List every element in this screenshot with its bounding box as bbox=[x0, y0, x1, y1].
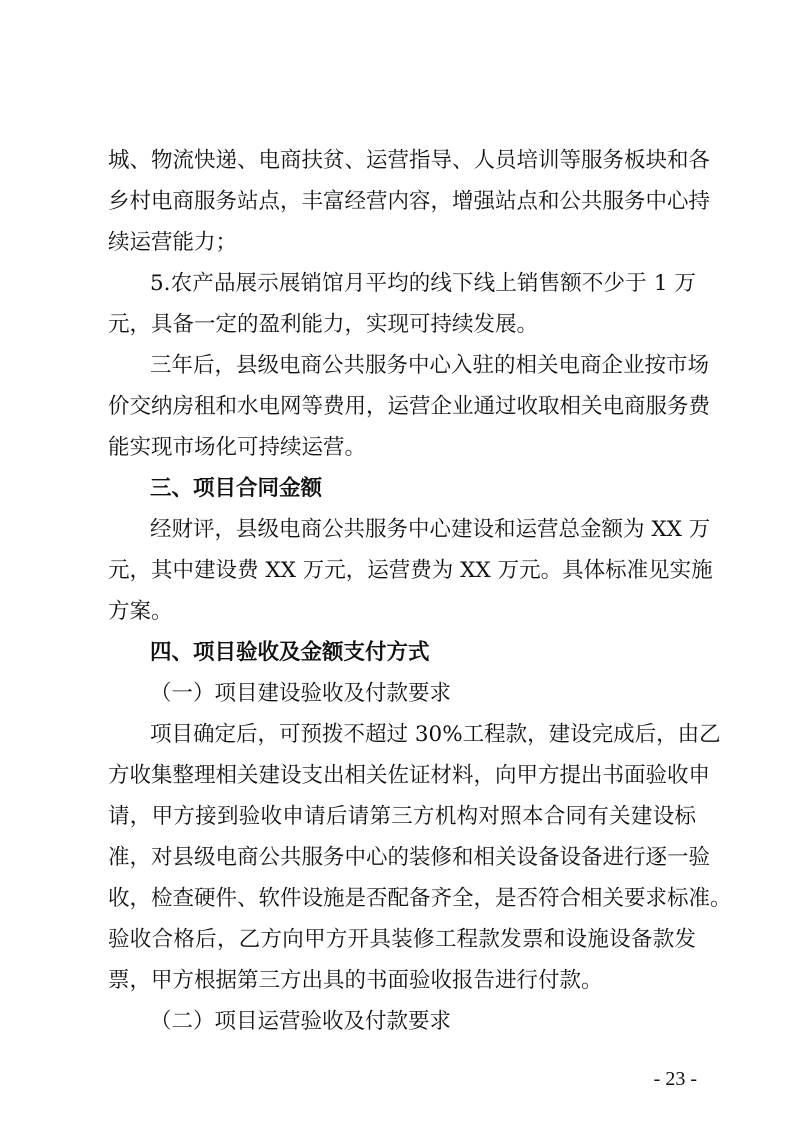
body-line: 收，检查硬件、软件设施是否配备齐全，是否符合相关要求标准。 bbox=[108, 886, 732, 911]
body-line: 准，对县级电商公共服务中心的装修和相关设备设备进行逐一验 bbox=[108, 845, 711, 870]
body-line: 验收合格后，乙方向甲方开具装修工程款发票和设施设备款发 bbox=[108, 927, 696, 952]
body-line: 元，具备一定的盈利能力，实现可持续发展。 bbox=[108, 312, 539, 337]
body-line: 元，其中建设费 XX 万元，运营费为 XX 万元。具体标准见实施 bbox=[108, 558, 713, 583]
body-line: 能实现市场化可持续运营。 bbox=[108, 435, 367, 460]
body-line: 乡村电商服务站点，丰富经营内容，增强站点和公共服务中心持 bbox=[108, 189, 711, 214]
section-heading: 三、项目合同金额 bbox=[150, 476, 323, 501]
body-line: 方收集整理相关建设支出相关佐证材料，向甲方提出书面验收申 bbox=[108, 763, 711, 788]
body-line: 方案。 bbox=[108, 599, 173, 624]
body-line: 价交纳房租和水电网等费用，运营企业通过收取相关电商服务费 bbox=[108, 394, 711, 419]
body-line: 城、物流快递、电商扶贫、运营指导、人员培训等服务板块和各 bbox=[108, 148, 711, 173]
subsection-heading: （一）项目建设验收及付款要求 bbox=[150, 681, 452, 706]
body-line: 项目确定后，可预拨不超过 30%工程款，建设完成后，由乙 bbox=[150, 722, 721, 747]
body-line: 续运营能力； bbox=[108, 230, 238, 255]
page-number: - 23 - bbox=[653, 1068, 697, 1090]
body-line: 三年后，县级电商公共服务中心入驻的相关电商企业按市场 bbox=[150, 353, 710, 378]
body-line: 请，甲方接到验收申请后请第三方机构对照本合同有关建设标 bbox=[108, 804, 696, 829]
body-line: 票，甲方根据第三方出具的书面验收报告进行付款。 bbox=[108, 968, 603, 993]
section-heading: 四、项目验收及金额支付方式 bbox=[150, 640, 430, 665]
body-line: 5.农产品展示展销馆月平均的线下线上销售额不少于 1 万 bbox=[150, 271, 696, 296]
subsection-heading: （二）项目运营验收及付款要求 bbox=[150, 1009, 452, 1034]
body-line: 经财评，县级电商公共服务中心建设和运营总金额为 XX 万 bbox=[150, 517, 711, 542]
